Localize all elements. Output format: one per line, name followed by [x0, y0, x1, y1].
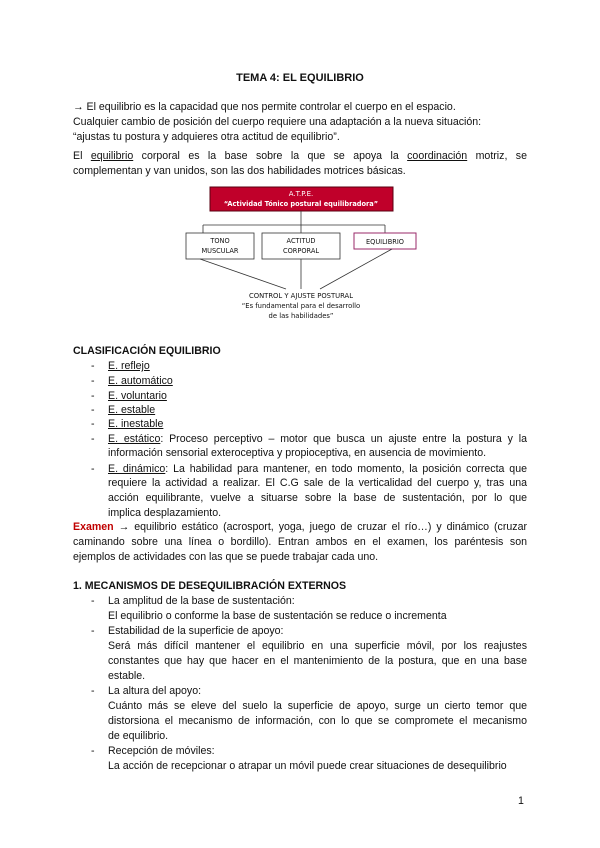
underlined-coordinacion: coordinación	[407, 150, 468, 162]
page-title: TEMA 4: EL EQUILIBRIO	[236, 72, 364, 84]
mecanismo-3-line-3: de equilibrio.	[108, 730, 169, 742]
intro-line-1: → El equilibrio es la capacidad que nos permite controlar el cuerpo en el espacio.	[73, 101, 456, 113]
underlined-equilibrio: equilibrio	[90, 150, 134, 162]
examen-label: Examen	[73, 521, 114, 533]
estatico-line-1: E. estático: Proceso perceptivo – motor que busca un ajuste entre la postura y la	[108, 433, 527, 445]
mecanismo-2-line-1: Será más difícil mantener el equilibrio en una superficie móvil, por los reajustes	[108, 640, 527, 652]
list-item: E. estable	[108, 404, 156, 416]
mecanismos-heading: 1. MECANISMOS DE DESEQUILIBRACIÓN EXTERNOS	[73, 580, 347, 592]
actitud-label: ACTITUD	[286, 237, 316, 245]
list-item: E. reflejo	[108, 360, 150, 372]
examen-line-3: ejemplos de actividades con las que se puede trabajar cada uno.	[73, 551, 379, 563]
equilibrio-label: EQUILIBRIO	[366, 238, 404, 246]
mecanismo-1-text: El equilibrio o conforme la base de sustentación se reduce o incrementa	[108, 610, 447, 622]
mecanismo-2-title: Estabilidad de la superficie de apoyo:	[108, 625, 284, 637]
control-ajuste-label: CONTROL Y AJUSTE POSTURAL	[249, 292, 353, 300]
mecanismo-2-line-3: estable.	[108, 670, 146, 682]
intro-paragraph-line-2: complementan y van unidos, son las dos habilidades motrices básicas.	[73, 165, 406, 177]
dinamico-label: E. dinámico	[108, 463, 166, 475]
atpe-title: A.T.P.E.	[288, 190, 314, 198]
mecanismo-4-title: Recepción de móviles:	[108, 745, 215, 757]
dinamico-line-2: requiere la actividad a realizar. El C.G sale de la verticalidad del cuerpo y, tras una	[108, 477, 527, 489]
page-number: 1	[518, 795, 524, 807]
mecanismo-3-title: La altura del apoyo:	[108, 685, 202, 697]
intro-line-3: “ajustas tu postura y adquieres otra actitud de equilibrio”.	[73, 131, 340, 143]
atpe-subtitle: “Actividad Tónico postural equilibradora”	[223, 200, 379, 208]
mecanismo-3-line-1: Cuánto más se eleve del suelo la superficie de apoyo, surge un cierto temor que	[108, 700, 527, 712]
examen-line-1: Examen → equilibrio estático (acrosport, yoga, juego de cruzar el río…) y dinámico (cruzar	[73, 521, 527, 533]
document-page: TEMA 4: EL EQUILIBRIO → El equilibrio es la capacidad que nos permite controlar el cuerpo en el espacio. Cualquier cambio de posición del cuerpo requiere una adaptación a la nueva situación: “ajustas tu postura y adquieres otra actitud de equilibrio”. El equilibrio corporal es la base sobre la que se apoya la coordinación motriz, se complementan y van unidos, son las dos habilidades motrices básicas. A.T.P.E. “Actividad Tónico postural equilibradora” TONO MUSCULAR ACTITUD CORPORAL EQUILIBRIO CONTROL Y AJUSTE POSTURAL “Es fundamental para el desarrollo de las habilidades” CLASIFICACIÓN EQUILIBRIO - E. reflejo - E. automático - E. voluntario - E. estable - E. inestable - E. estático: Proceso perceptivo – motor que busca un ajuste entre la postura y la información sensorial exteroceptiva y propioceptiva, en ausencia de movimiento. - E. dinámico: La habilidad para mantener, en todo momento, la posición correcta que requiere la actividad a realizar. El C.G sale de la verticalidad del cuerpo y, tras una acción equilibrante, vuelve a situarse sobre la base de sustentación, por lo que implica desplazamiento. Examen → equilibrio estático (acrosport, yoga, juego de cruzar el río…) y dinámico (cruzar caminando sobre una línea o bordillo). Entran ambos en el examen, los paréntesis son ejemplos de actividades con las que se puede trabajar cada uno. 1. MECANISMOS DE DESEQUILIBRACIÓN EXTERNOS - La amplitud de la base de sustentación: El equilibrio o conforme la base de sustentación se reduce o incrementa - Estabilidad de la superficie de apoyo: Será más difícil mantener el equilibrio en una superficie móvil, por los reajustes constantes que hay que hacer en el mantenimiento de la postura, que en una base estable. - La altura del apoyo: Cuánto más se eleve del suelo la superficie de apoyo, surge un cierto temor que distorsiona el mecanismo de información, con lo que se compromete el mecanismo de equilibrio. - Recepción de móviles: La acción de recepcionar o atrapar un móvil puede crear situaciones de desequilibrio 1	[0, 0, 600, 848]
list-item: E. voluntario	[108, 390, 167, 402]
estatico-label: E. estático	[108, 433, 161, 445]
list-item: E. inestable	[108, 418, 164, 430]
dinamico-line-1: E. dinámico: La habilidad para mantener, en todo momento, la posición correcta que	[108, 463, 527, 475]
clasificacion-heading: CLASIFICACIÓN EQUILIBRIO	[73, 345, 221, 357]
dinamico-line-4: implica desplazamiento.	[108, 507, 222, 519]
tono-label: TONO	[210, 237, 230, 245]
atpe-diagram	[180, 185, 425, 345]
estatico-line-2: información sensorial exteroceptiva y propioceptiva, en ausencia de movimiento.	[108, 447, 487, 459]
mecanismo-2-line-2: constantes que hay que hacer en el mantenimiento de la postura, que en una base	[108, 655, 527, 667]
mecanismo-3-line-2: distorsiona el mecanismo de información, con lo que se compromete el mecanismo	[108, 715, 527, 727]
muscular-label: MUSCULAR	[201, 247, 239, 255]
list-item: E. automático	[108, 375, 173, 387]
mecanismo-4-line-1: La acción de recepcionar o atrapar un móvil puede crear situaciones de desequilibrio	[108, 760, 507, 772]
control-ajuste-sub-2: de las habilidades”	[268, 312, 334, 320]
dinamico-line-3: acción equilibrante, vuelve a situarse sobre la base de sustentación, por lo que	[108, 492, 527, 504]
control-ajuste-sub-1: “Es fundamental para el desarrollo	[241, 302, 361, 310]
intro-paragraph-line-1: El equilibrio corporal es la base sobre la que se apoya la coordinación motriz, se	[73, 150, 527, 162]
intro-line-2: Cualquier cambio de posición del cuerpo requiere una adaptación a la nueva situación:	[73, 116, 482, 128]
mecanismo-1-title: La amplitud de la base de sustentación:	[108, 595, 295, 607]
examen-line-2: caminando sobre una línea o bordillo). Entran ambos en el examen, los paréntesis son	[73, 536, 527, 548]
corporal-label: CORPORAL	[282, 247, 320, 255]
